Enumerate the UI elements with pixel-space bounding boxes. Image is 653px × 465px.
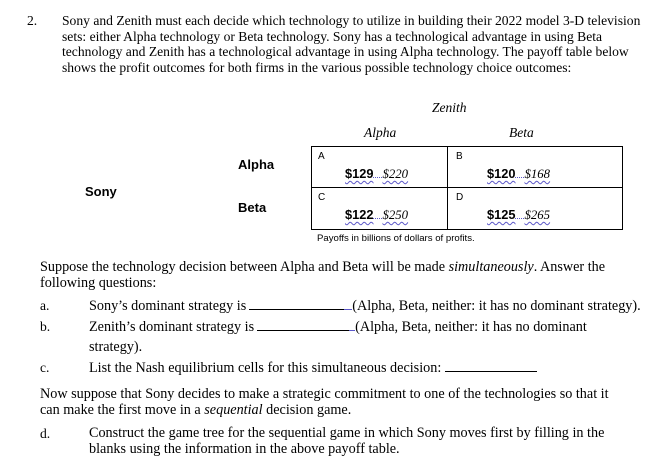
sony-dominant-strategy-blank[interactable]	[249, 297, 344, 310]
payoff-table-row-divider	[311, 187, 622, 188]
item-b-prompt: Zenith’s dominant strategy is	[89, 319, 255, 335]
simultaneous-emphasis: simultaneously	[448, 259, 534, 275]
item-a-letter: a.	[40, 298, 50, 313]
simultaneous-intro-suffix: . Answer the following questions:	[40, 259, 606, 291]
row-player-label: Sony	[85, 184, 117, 199]
cell-b-zenith-payoff: $168	[524, 167, 551, 181]
cell-c-payoffs	[345, 207, 408, 223]
item-b-options-cont: strategy).	[89, 339, 143, 355]
item-d-prompt: Construct the game tree for the sequential game in which Sony moves first by filling in the blanks using the information in the above payoff table.	[89, 425, 605, 457]
cell-d-sony-payoff: $125	[487, 207, 516, 222]
nash-equilibrium-blank[interactable]	[445, 359, 537, 372]
question-number: 2.	[27, 13, 38, 28]
zenith-dominant-strategy-blank[interactable]	[257, 318, 349, 331]
cell-corner-c: C	[318, 192, 326, 203]
row-label-beta: Beta	[238, 200, 267, 215]
payoff-table-col-divider	[447, 146, 448, 229]
cell-c-zenith-payoff: $250	[382, 208, 409, 222]
item-c	[89, 359, 649, 376]
item-c-letter: c.	[40, 360, 50, 375]
item-a-options: (Alpha, Beta, neither: it has no dominant strategy).	[352, 298, 641, 314]
simultaneous-intro-text: Suppose the technology decision between Alpha and Beta will be made	[40, 259, 449, 275]
cell-b-payoffs	[487, 166, 550, 182]
column-label-alpha: Alpha	[364, 125, 397, 140]
column-player-label: Zenith	[432, 100, 467, 115]
item-d-letter: d.	[40, 426, 51, 441]
simultaneous-intro	[40, 259, 630, 291]
cell-a-zenith-payoff: $220	[382, 167, 409, 181]
cell-a-sony-payoff: $129	[345, 166, 374, 181]
sequential-intro-text: Now suppose that Sony decides to make a strategic commitment to one of the technologies so that it can make the first move in a	[40, 386, 609, 418]
item-b-options: (Alpha, Beta, neither: it has no dominant	[355, 319, 587, 335]
item-a	[89, 297, 649, 314]
cell-a-payoffs	[345, 166, 408, 182]
cell-d-payoffs	[487, 207, 550, 223]
cell-d-zenith-payoff: $265	[524, 208, 551, 222]
row-label-alpha: Alpha	[238, 157, 275, 172]
sequential-intro	[40, 386, 625, 418]
payoff-table-caption: Payoffs in billions of dollars of profits.	[317, 233, 475, 244]
question-intro: Sony and Zenith must each decide which technology to utilize in building their 2022 model 3-D television sets: either Alpha technology or Beta technology. Sony has a technological advantage in using Beta technology and Zenith has a technological advantage in using Alpha technology. The payoff table below shows the profit outcomes for both firms in the various possible technology choice outcomes:	[62, 13, 641, 75]
column-label-beta: Beta	[509, 125, 534, 140]
cell-c-sony-payoff: $122	[345, 207, 374, 222]
item-b	[89, 318, 649, 335]
sequential-emphasis: sequential	[204, 402, 263, 418]
cell-corner-d: D	[456, 192, 464, 203]
cell-b-sony-payoff: $120	[487, 166, 516, 181]
cell-corner-a: A	[318, 151, 325, 162]
item-a-prompt: Sony’s dominant strategy is	[89, 298, 247, 314]
item-c-prompt: List the Nash equilibrium cells for this simultaneous decision:	[89, 360, 442, 376]
cell-corner-b: B	[456, 151, 463, 162]
sequential-intro-suffix: decision game.	[262, 402, 352, 418]
item-b-letter: b.	[40, 319, 51, 334]
